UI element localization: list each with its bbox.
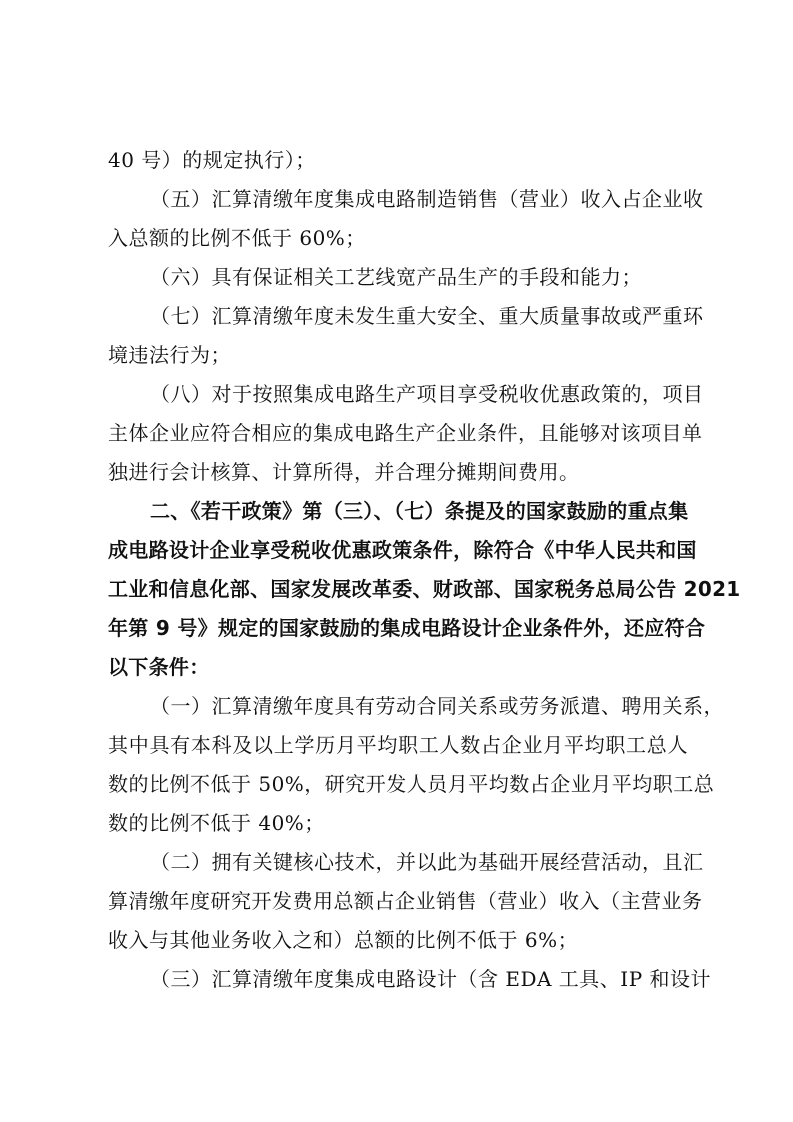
section-heading-line: 以下条件： [108,655,210,679]
text-line: 40 号）的规定执行）； [108,148,316,172]
text-line: （五）汇算清缴年度集成电路制造销售（营业）收入占企业收 [150,187,704,211]
text-line: 入总额的比例不低于 60%； [108,226,366,250]
section-heading-line: 成电路设计企业享受税收优惠政策条件，除符合《中华人民共和国 [108,538,697,562]
section-heading-line: 工业和信息化部、国家发展改革委、财政部、国家税务总局公告 2021 [108,577,741,601]
text-line: 收入与其他业务收入之和）总额的比例不低于 6%； [108,928,579,952]
text-line: （三）汇算清缴年度集成电路设计（含 EDA 工具、IP 和设计 [150,967,712,991]
section-heading-line: 二、《若干政策》第（三）、（七）条提及的国家鼓励的重点集 [150,499,689,523]
text-line: （一）汇算清缴年度具有劳动合同关系或劳务派遣、聘用关系， [150,694,724,718]
text-line: 境违法行为； [108,343,231,367]
text-line: （八）对于按照集成电路生产项目享受税收优惠政策的，项目 [150,382,704,406]
section-heading-line: 年第 9 号》规定的国家鼓励的集成电路设计企业条件外，还应符合 [108,616,706,640]
text-line: 主体企业应符合相应的集成电路生产企业条件，且能够对该项目单 [108,421,703,445]
text-line: 独进行会计核算、计算所得，并合理分摊期间费用。 [108,460,580,484]
text-line: （六）具有保证相关工艺线宽产品生产的手段和能力； [150,265,642,289]
text-line: 算清缴年度研究开发费用总额占企业销售（营业）收入（主营业务 [108,889,703,913]
text-line: 数的比例不低于 50%，研究开发人员月平均数占企业月平均职工总 [108,772,715,796]
text-line: （七）汇算清缴年度未发生重大安全、重大质量事故或严重环 [150,304,704,328]
text-line: 其中具有本科及以上学历月平均职工人数占企业月平均职工总人 [108,733,688,757]
text-line: （二）拥有关键核心技术，并以此为基础开展经营活动，且汇 [150,850,704,874]
text-line: 数的比例不低于 40%； [108,811,325,835]
